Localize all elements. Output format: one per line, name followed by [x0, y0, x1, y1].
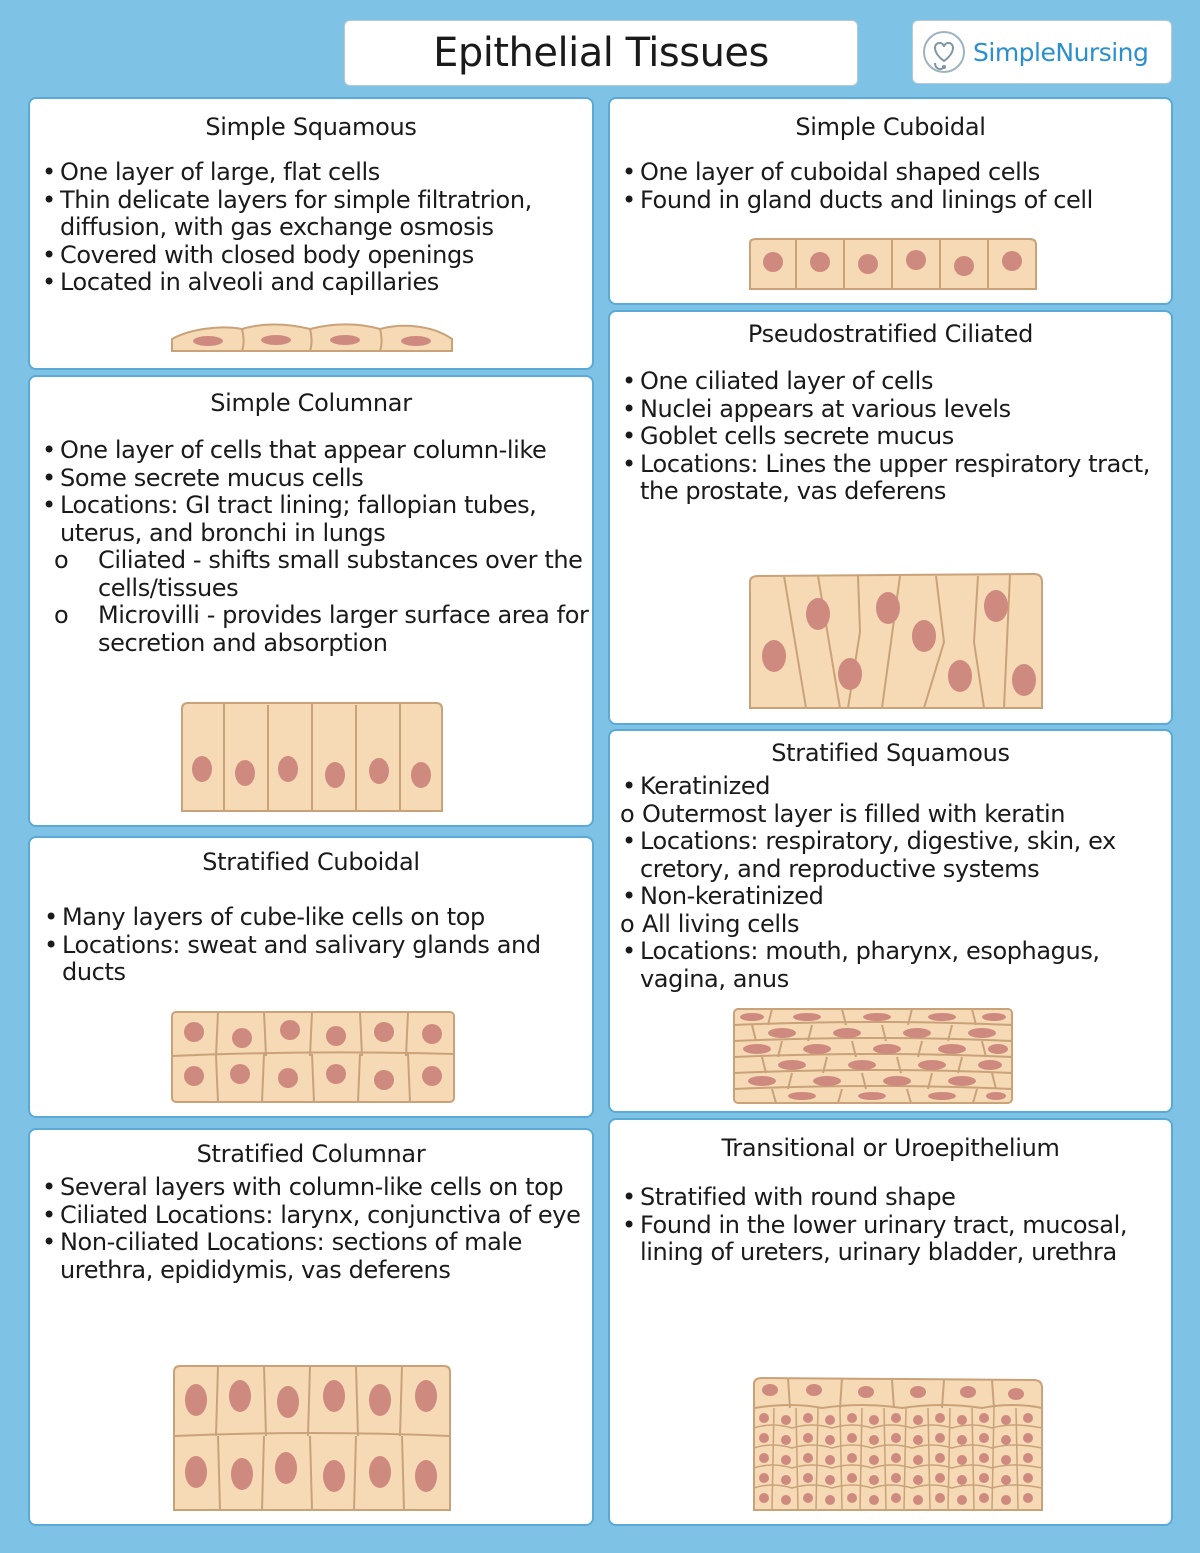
card-title: Transitional or Uroepithelium: [721, 1134, 1060, 1162]
card-simple-columnar: [28, 375, 594, 827]
list-item: • Covered with closed body openings: [40, 242, 592, 270]
list-item: • Thin delicate layers for simple filtratrion, diffusion, with gas exchange osmosis: [40, 187, 592, 242]
list-item: • Some secrete mucus cells: [40, 465, 592, 493]
list-item: • One layer of large, flat cells: [40, 159, 592, 187]
list-item: • One layer of cells that appear column-like: [40, 437, 592, 465]
list-item: o Outermost layer is filled with keratin: [620, 801, 1171, 829]
card-transitional: [608, 1118, 1173, 1526]
list-item: • Locations: GI tract lining; fallopian tubes, uterus, and bronchi in lungs: [40, 492, 592, 547]
brand-name: SimpleNursing: [973, 37, 1149, 67]
stratified-cuboidal-illustration: [170, 1010, 456, 1104]
transitional-illustration: [752, 1376, 1044, 1512]
card-simple-squamous: [28, 97, 594, 370]
card-title: Simple Cuboidal: [795, 113, 986, 141]
card-title: Simple Columnar: [210, 389, 412, 417]
list-item: • Found in gland ducts and linings of cell: [620, 187, 1171, 215]
card-title: Stratified Squamous: [771, 739, 1010, 767]
card-title: Stratified Cuboidal: [202, 848, 420, 876]
card-title: Stratified Columnar: [196, 1140, 426, 1168]
list-item: • Keratinized: [620, 773, 1171, 801]
list-item: • Located in alveoli and capillaries: [40, 269, 592, 297]
card-simple-cuboidal: [608, 97, 1173, 305]
list-item: • Non-ciliated Locations: sections of male urethra, epididymis, vas deferens: [40, 1229, 592, 1284]
simple-cuboidal-illustration: [748, 237, 1038, 291]
list-item: • One layer of cuboidal shaped cells: [620, 159, 1171, 187]
simple-squamous-illustration: [170, 317, 454, 353]
list-item: o Ciliated - shifts small substances over the cells/tissues: [40, 547, 592, 602]
brand-logo: [912, 20, 1172, 84]
list-item: • Nuclei appears at various levels: [620, 396, 1171, 424]
list-item: • Locations: Lines the upper respiratory tract, the prostate, vas deferens: [620, 451, 1171, 506]
page-title-box: [344, 20, 858, 86]
stratified-columnar-illustration: [172, 1364, 452, 1512]
list-item: • Many layers of cube-like cells on top: [42, 904, 592, 932]
list-item: • Locations: mouth, pharynx, esophagus, vagina, anus: [620, 938, 1171, 993]
list-item: • Ciliated Locations: larynx, conjunctiva of eye: [40, 1202, 592, 1230]
list-item: • One ciliated layer of cells: [620, 368, 1171, 396]
list-item: • Locations: respiratory, digestive, skin, ex cretory, and reproductive systems: [620, 828, 1171, 883]
stethoscope-heart-icon: [921, 29, 967, 75]
list-item: • Locations: sweat and salivary glands and ducts: [42, 932, 592, 987]
list-item: o All living cells: [620, 911, 1171, 939]
list-item: • Found in the lower urinary tract, mucosal, lining of ureters, urinary bladder, urethra: [620, 1212, 1171, 1267]
card-stratified-columnar: [28, 1128, 594, 1526]
card-title: Simple Squamous: [205, 113, 417, 141]
stratified-squamous-illustration: [732, 1007, 1014, 1105]
list-item: o Microvilli - provides larger surface area for secretion and absorption: [40, 602, 592, 657]
card-pseudostratified: [608, 310, 1173, 725]
pseudostratified-illustration: [748, 572, 1044, 712]
card-stratified-squamous: [608, 729, 1173, 1113]
card-title: Pseudostratified Ciliated: [747, 320, 1034, 348]
card-stratified-cuboidal: [28, 836, 594, 1118]
list-item: • Non-keratinized: [620, 883, 1171, 911]
simple-columnar-illustration: [180, 701, 444, 813]
list-item: • Goblet cells secrete mucus: [620, 423, 1171, 451]
list-item: • Several layers with column-like cells on top: [40, 1174, 592, 1202]
page-title: Epithelial Tissues: [433, 30, 769, 76]
list-item: • Stratified with round shape: [620, 1184, 1171, 1212]
